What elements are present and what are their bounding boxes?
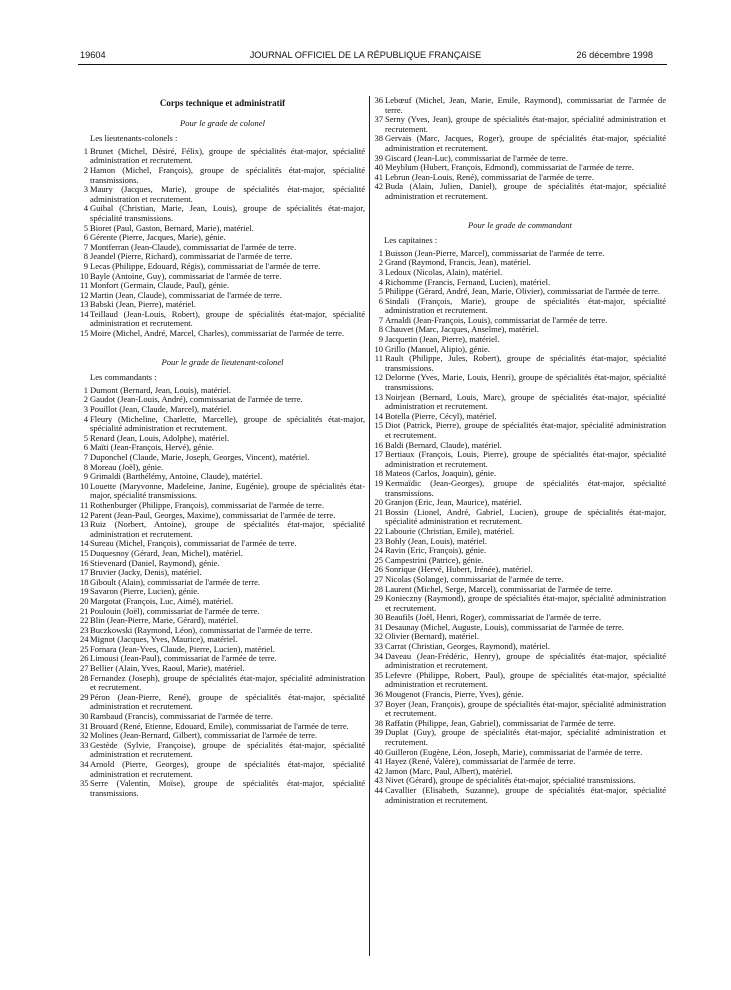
entry-text: Limousi (Jean-Paul), commissariat de l'armée de terre. [90, 653, 277, 664]
entry-number: 7 [83, 241, 88, 252]
entry-number: 23 [80, 624, 89, 635]
entry-number: 5 [83, 222, 88, 233]
entry-number: 29 [374, 593, 383, 604]
list-item [374, 134, 666, 153]
entry-text: Jeandel (Pierre, Richard), commissariat de l'armée de terre. [90, 251, 293, 262]
entry-number: 25 [80, 643, 89, 654]
entry-number: 27 [80, 663, 89, 674]
entry-number: 13 [80, 519, 89, 530]
entry-number: 40 [374, 162, 383, 173]
entry-number: 38 [374, 133, 383, 144]
entry-text: Bayle (Antoine, Guy), commissariat de l'armée de terre. [90, 270, 282, 281]
entry-number: 3 [378, 266, 383, 277]
entry-text: Brunet (Michel, Désiré, Félix), groupe de spécialités état-major, spécialité administration et recrutement. [90, 145, 365, 166]
entry-number: 1 [83, 145, 88, 156]
entry-number: 35 [374, 669, 383, 680]
entry-text: Teillaud (Jean-Louis, Robert), groupe de spécialités état-major, spécialité administration et recrutement. [90, 308, 365, 329]
entry-text: Rothenburger (Philippe, François), commissariat de l'armée de terre. [90, 499, 324, 510]
entry-number: 18 [80, 576, 89, 587]
page-number: 19604 [80, 50, 106, 60]
entry-number: 32 [374, 631, 383, 642]
entry-number: 11 [80, 280, 89, 291]
entry-number: 16 [374, 439, 383, 450]
list-item [374, 594, 666, 613]
entry-text: Giboult (Alain), commissariat de l'armée de terre. [90, 576, 261, 587]
list-item [374, 652, 666, 671]
entry-number: 31 [80, 720, 89, 731]
entry-number: 34 [374, 650, 383, 661]
intro-lieutenant-colonel: Les commandants : [90, 372, 157, 383]
entry-number: 30 [80, 711, 89, 722]
entry-number: 16 [80, 557, 89, 568]
entry-text: Stievenard (Daniel, Raymond), génie. [90, 557, 220, 568]
entry-text: Bruvier (Jacky, Denis), matériel. [90, 567, 202, 578]
list-item [80, 166, 365, 185]
entry-text: Maury (Jacques, Marie), groupe de spécialités état-major, spécialité administration et recrutement. [90, 184, 365, 204]
entry-text: Grillo (Manuel, Alipio), génie. [385, 343, 490, 354]
entry-text: Campestrini (Patrice), génie. [385, 554, 484, 565]
entry-number: 39 [374, 152, 383, 163]
entry-text: Botella (Pierre, Cécyl), matériel. [385, 410, 497, 421]
entry-text: Bossin (Lionel, André, Gabriel, Lucien), groupe de spécialités état-major, spécialité administration et recrutement. [385, 506, 666, 527]
entry-text: Granjon (Eric, Jean, Maurice), matériel. [385, 497, 522, 508]
entry-text: Gestède (Sylvie, Françoise), groupe de spécialités état-major, spécialité administration et recrutement. [90, 739, 365, 760]
entry-number: 12 [374, 372, 383, 383]
entry-text: Serny (Yves, Jean), groupe de spécialités état-major, spécialité administration et recrutement. [385, 114, 666, 134]
entry-text: Kermaïdic (Jean-Georges), groupe de spécialités état-major, spécialité transmissions. [385, 477, 666, 498]
entry-number: 28 [374, 583, 383, 594]
entry-text: Raffatin (Philippe, Jean, Gabriel), commissariat de l'armée de terre. [385, 717, 616, 728]
entry-number: 14 [80, 538, 89, 549]
entry-text: Moire (Michel, André, Marcel, Charles), commissariat de l'armée de terre. [90, 328, 345, 339]
list-item [374, 786, 666, 805]
grade-title-colonel: Pour le grade de colonel [180, 117, 265, 128]
entry-text: Duponchel (Claude, Marie, Joseph, Georges, Vincent), matériel. [90, 452, 310, 462]
entry-text: Fornara (Jean-Yves, Claude, Pierre, Lucien), matériel. [90, 643, 275, 654]
entry-text: Bioret (Paul, Gaston, Bernard, Marie), matériel. [90, 222, 254, 233]
entry-text: Arnold (Pierre, Georges), groupe de spécialités état-major, spécialité administration et recrutement. [90, 759, 365, 779]
list-item [374, 182, 666, 201]
list-item [374, 479, 666, 498]
entry-text: Chauvet (Marc, Jacques, Anselme), matériel. [385, 324, 539, 335]
entry-text: Bohly (Jean, Louis), matériel. [385, 535, 488, 546]
entry-text: Gérente (Pierre, Jacques, Marie), génie. [90, 232, 226, 243]
entry-text: Ledoux (Nicolas, Alain), matériel. [385, 266, 503, 277]
entry-text: Mignot (Jacques, Yves, Maurice), matériel. [90, 634, 238, 645]
entry-number: 29 [80, 691, 89, 702]
entry-text: Duplat (Guy), groupe de spécialités état-major, spécialité administration et recrutement. [385, 727, 666, 747]
entry-number: 19 [80, 586, 89, 597]
list-item [374, 393, 666, 412]
entry-number: 39 [374, 727, 383, 738]
entry-number: 32 [80, 730, 89, 741]
page-header [0, 50, 731, 64]
list-item [374, 354, 666, 373]
entry-number: 8 [83, 461, 88, 472]
intro-commandant: Les capitaines : [384, 235, 438, 246]
entry-number: 11 [80, 499, 89, 510]
list-item [80, 482, 365, 501]
entry-number: 36 [374, 689, 383, 700]
entry-number: 8 [83, 251, 88, 262]
entry-text: Sonrique (Hervé, Hubert, Irénée), matériel. [385, 564, 533, 575]
entry-text: Jamon (Marc, Paul, Albert), matériel. [385, 765, 513, 776]
entry-text: Beaufils (Joël, Henri, Roger), commissariat de l'armée de terre. [385, 612, 602, 623]
entry-text: Mateos (Carlos, Joaquin), génie. [385, 468, 497, 479]
entry-text: Labourie (Christian, Emile), matériel. [385, 525, 515, 536]
list-item [374, 450, 666, 469]
entry-text: Pouillot (Jean, Claude, Marcel), matériel. [90, 404, 232, 415]
entry-number: 2 [378, 257, 383, 268]
entry-number: 38 [374, 717, 383, 728]
entry-number: 27 [374, 573, 383, 584]
grade-title-lieutenant-colonel: Pour le grade de lieutenant-colonel [161, 356, 284, 367]
entry-text: Gaudot (Jean-Louis, André), commissariat de l'armée de terre. [90, 394, 303, 405]
list-item [80, 779, 365, 798]
entry-number: 18 [374, 468, 383, 479]
entry-text: Dumont (Bernard, Jean, Louis), matériel. [90, 384, 231, 395]
entry-number: 40 [374, 746, 383, 757]
entry-text: Richomme (Francis, Fernand, Lucien), matériel. [385, 276, 551, 287]
entry-number: 35 [80, 778, 89, 789]
entry-number: 10 [80, 270, 89, 281]
entry-number: 33 [80, 739, 89, 750]
entry-text: Blin (Jean-Pierre, Marie, Gérard), matériel. [90, 615, 239, 626]
entry-text: Sindali (François, Marie), groupe de spécialités état-major, spécialité administration et recrutement. [385, 295, 666, 316]
entry-text: Cavallier (Elisabeth, Suzanne), groupe de spécialités état-major, spécialité administration et recrutement. [385, 784, 666, 805]
entry-text: Boyer (Jean, François), groupe de spécialités état-major, spécialité administration et recrutement. [385, 698, 666, 719]
list-item [80, 415, 365, 434]
entry-text: Buda (Alain, Julien, Daniel), groupe de spécialités état-major, spécialité administration et recrutement. [385, 181, 666, 201]
entry-number: 3 [83, 404, 88, 415]
entry-text: Buczkowski (Raymond, Léon), commissariat de l'armée de terre. [90, 624, 313, 635]
entry-text: Lefevre (Philippe, Robert, Paul), groupe de spécialités état-major, spécialité administration et recrutement. [385, 669, 666, 690]
list-lieutenant-colonel [80, 386, 365, 799]
entry-text: Duquesnoy (Gérard, Jean, Michel), matériel. [90, 547, 243, 558]
entry-text: Desaunay (Michel, Auguste, Louis), commissariat de l'armée de terre. [385, 621, 624, 632]
entry-text: Maïti (Jean-François, Hervé), génie. [90, 442, 214, 453]
entry-number: 5 [83, 432, 88, 443]
entry-text: Bellier (Alain, Yves, Raoul, Marie), matériel. [90, 663, 245, 674]
entry-text: Ruiz (Norbert, Antoine), groupe de spécialités état-major, spécialité administration et recrutement. [90, 519, 365, 539]
journal-title: JOURNAL OFFICIEL DE LA RÉPUBLIQUE FRANÇAISE [249, 50, 482, 60]
entry-text: Giscard (Jean-Luc), commissariat de l'armée de terre. [385, 152, 568, 163]
list-item [374, 728, 666, 747]
entry-number: 10 [80, 480, 89, 491]
entry-number: 21 [374, 506, 383, 517]
entry-number: 26 [374, 564, 383, 575]
entry-number: 24 [80, 634, 89, 645]
list-item [374, 373, 666, 392]
publication-date: 26 décembre 1998 [576, 50, 653, 60]
list-colonel [80, 147, 365, 339]
entry-number: 8 [378, 324, 383, 335]
list-item [80, 674, 365, 693]
entry-text: Fleury (Micheline, Charlette, Marcelle), groupe de spécialités état-major, spécialité administration et recrutement. [90, 413, 365, 434]
entry-number: 10 [374, 343, 383, 354]
entry-text: Baldi (Bernard, Claude), matériel. [385, 439, 502, 450]
entry-number: 31 [374, 621, 383, 632]
entry-number: 4 [83, 413, 88, 424]
entry-number: 15 [374, 420, 383, 431]
list-item [80, 520, 365, 539]
entry-number: 14 [80, 308, 89, 319]
entry-text: Renard (Jean, Louis, Adolphe), matériel. [90, 432, 230, 443]
entry-number: 15 [80, 547, 89, 558]
entry-number: 42 [374, 181, 383, 192]
entry-number: 20 [374, 497, 383, 508]
entry-number: 7 [378, 314, 383, 325]
entry-number: 15 [80, 328, 89, 339]
entry-text: Diot (Patrick, Pierre), groupe de spécialités état-major, spécialité administration et recrutement. [385, 420, 666, 440]
entry-text: Grand (Raymond, Francis, Jean), matériel. [385, 257, 531, 268]
right-column [374, 96, 666, 805]
column-divider [369, 96, 370, 956]
list-item [374, 421, 666, 440]
entry-text: Péron (Jean-Pierre, René), groupe de spécialités état-major, spécialité administration et recrutement. [90, 691, 365, 712]
entry-text: Lebrun (Jean-Louis, René), commissariat de l'armée de terre. [385, 171, 594, 182]
entry-text: Louette (Maryvonne, Madeleine, Janine, Eugénie), groupe de spécialités état-major, spécialité transmissions. [90, 480, 365, 501]
entry-number: 22 [374, 525, 383, 536]
entry-text: Ravin (Eric, François), génie. [385, 545, 487, 556]
entry-text: Martin (Jean, Claude), commissariat de l'armée de terre. [90, 289, 282, 300]
list-commandant [374, 249, 666, 805]
entry-number: 26 [80, 653, 89, 664]
entry-text: Savaron (Pierre, Lucien), génie. [90, 586, 200, 597]
entry-text: Hamon (Michel, François), groupe de spécialités état-major, spécialité transmissions. [90, 164, 365, 185]
entry-text: Laurent (Michel, Serge, Marcel), commissariat de l'armée de terre. [385, 583, 613, 594]
entry-text: Brouard (René, Etienne, Edouard, Emile), commissariat de l'armée de terre. [90, 720, 349, 731]
entry-number: 4 [83, 203, 88, 214]
entry-text: Mougenot (Francis, Pierre, Yves), génie. [385, 689, 524, 700]
entry-number: 14 [374, 410, 383, 421]
section-title: Corps technique et administratif [159, 98, 286, 108]
entry-text: Montferran (Jean-Claude), commissariat de l'armée de terre. [90, 241, 297, 252]
entry-number: 6 [378, 295, 383, 306]
entry-text: Noirjean (Bernard, Louis, Marc), groupe de spécialités état-major, spécialité administration et recrutement. [385, 391, 666, 412]
entry-text: Moreau (Joël), génie. [90, 461, 164, 472]
entry-text: Carrat (Christian, Georges, Raymond), matériel. [385, 641, 551, 652]
entry-text: Gervais (Marc, Jacques, Roger), groupe de spécialités état-major, spécialité administration et recrutement. [385, 133, 666, 153]
grade-title-commandant: Pour le grade de commandant [468, 219, 572, 230]
list-lieutenant-colonel-continued [374, 96, 666, 202]
entry-text: Jacquetin (Jean, Pierre), matériel. [385, 334, 500, 345]
entry-text: Nivet (Gérard), groupe de spécialités état-major, spécialité transmissions. [385, 775, 636, 786]
entry-number: 2 [83, 164, 88, 175]
entry-number: 37 [374, 698, 383, 709]
entry-number: 6 [83, 232, 88, 243]
entry-text: Arnaldi (Jean-François, Louis), commissariat de l'armée de terre. [385, 314, 608, 325]
entry-number: 3 [83, 184, 88, 195]
entry-text: Serre (Valentin, Moïse), groupe de spécialités état-major, spécialité transmissions. [90, 778, 365, 798]
entry-text: Philippe (Gérard, André, Jean, Marie, Olivier), commissariat de l'armée de terre. [385, 286, 660, 297]
entry-text: Hayez (René, Valère), commissariat de l'armée de terre. [385, 756, 576, 767]
entry-text: Lebœuf (Michel, Jean, Marie, Emile, Raymond), commissariat de l'armée de terre. [385, 95, 666, 115]
list-item [374, 297, 666, 316]
entry-number: 36 [374, 95, 383, 105]
entry-number: 24 [374, 545, 383, 556]
header-rule [78, 64, 667, 65]
entry-text: Grimaldi (Barthélémy, Antoine, Claude), matériel. [90, 471, 263, 482]
entry-text: Lecas (Philippe, Edouard, Régis), commissariat de l'armée de terre. [90, 260, 321, 271]
entry-number: 41 [374, 756, 383, 767]
list-item [374, 115, 666, 134]
list-item [80, 310, 365, 329]
entry-text: Konieczny (Raymond), groupe de spécialités état-major, spécialité administration et recrutement. [385, 593, 666, 613]
list-item [80, 329, 365, 339]
entry-number: 13 [80, 299, 89, 310]
list-item [80, 760, 365, 779]
entry-text: Fernandez (Joseph), groupe de spécialités état-major, spécialité administration et recrutement. [90, 672, 365, 693]
entry-number: 34 [80, 759, 89, 769]
entry-number: 5 [378, 286, 383, 297]
entry-number: 22 [80, 615, 89, 626]
entry-number: 2 [83, 394, 88, 405]
entry-text: Rault (Philippe, Jules, Robert), groupe de spécialités état-major, spécialité transmissions. [385, 353, 666, 373]
left-column [80, 96, 365, 798]
entry-text: Monfort (Germain, Claude, Paul), génie. [90, 280, 230, 291]
entry-number: 44 [374, 784, 383, 795]
entry-text: Margotat (François, Luc, Aimé), matériel. [90, 595, 234, 606]
entry-number: 28 [80, 672, 89, 683]
entry-number: 6 [83, 442, 88, 453]
entry-number: 21 [80, 605, 89, 616]
entry-text: Buisson (Jean-Pierre, Marcel), commissariat de l'armée de terre. [385, 247, 605, 258]
entry-number: 9 [378, 334, 383, 345]
entry-number: 25 [374, 554, 383, 565]
entry-text: Sureau (Michel, François), commissariat de l'armée de terre. [90, 538, 297, 549]
entry-number: 12 [80, 289, 89, 300]
entry-number: 7 [83, 452, 88, 462]
entry-text: Molines (Jean-Bernard, Gilbert), commissariat de l'armée de terre. [90, 730, 317, 741]
entry-number: 43 [374, 775, 383, 786]
entry-number: 13 [374, 391, 383, 402]
entry-text: Rambaud (Francis), commissariat de l'armée de terre. [90, 711, 273, 722]
entry-text: Bertiaux (François, Louis, Pierre), groupe de spécialités état-major, spécialité administration et recrutement. [385, 449, 666, 469]
list-item [374, 671, 666, 690]
entry-text: Daveau (Jean-Frédéric, Henry), groupe de spécialités état-major, spécialité administration et recrutement. [385, 650, 666, 671]
entry-text: Meyblum (Hubert, François, Edmond), commissariat de l'armée de terre. [385, 162, 634, 173]
entry-number: 17 [374, 449, 383, 460]
entry-number: 17 [80, 567, 89, 578]
entry-number: 1 [83, 384, 88, 395]
entry-number: 33 [374, 641, 383, 652]
list-item [80, 185, 365, 204]
entry-number: 20 [80, 595, 89, 606]
entry-text: Olivier (Bernard), matériel. [385, 631, 479, 642]
list-item [80, 147, 365, 166]
entry-number: 1 [378, 247, 383, 258]
entry-number: 37 [374, 114, 383, 125]
entry-number: 9 [83, 471, 88, 482]
entry-text: Parent (Jean-Paul, Georges, Maxime), commissariat de l'armée de terre. [90, 509, 336, 520]
entry-text: Poulouin (Joël), commissariat de l'armée de terre. [90, 605, 260, 616]
entry-number: 11 [374, 353, 383, 364]
entry-text: Guilleron (Eugène, Léon, Joseph, Marie), commissariat de l'armée de terre. [385, 746, 643, 757]
list-item [80, 693, 365, 712]
list-item [374, 96, 666, 115]
entry-text: Babski (Jean, Pierre), matériel. [90, 299, 196, 310]
entry-text: Nicolas (Solange), commissariat de l'armée de terre. [385, 573, 564, 584]
entry-number: 41 [374, 171, 383, 182]
list-item [80, 741, 365, 760]
entry-number: 42 [374, 765, 383, 776]
entry-number: 12 [80, 509, 89, 520]
list-item [80, 204, 365, 223]
entry-text: Delorme (Yves, Marie, Louis, Henri), groupe de spécialités état-major, spécialité transmissions. [385, 372, 666, 393]
entry-number: 9 [83, 260, 88, 271]
entry-number: 4 [378, 276, 383, 287]
entry-number: 19 [374, 477, 383, 488]
intro-colonel: Les lieutenants-colonels : [90, 133, 178, 144]
list-item [374, 508, 666, 527]
list-item [374, 700, 666, 719]
entry-number: 23 [374, 535, 383, 546]
entry-text: Guibal (Christian, Marie, Jean, Louis), groupe de spécialités état-major, spécialité transmissions. [90, 203, 365, 223]
entry-number: 30 [374, 612, 383, 623]
